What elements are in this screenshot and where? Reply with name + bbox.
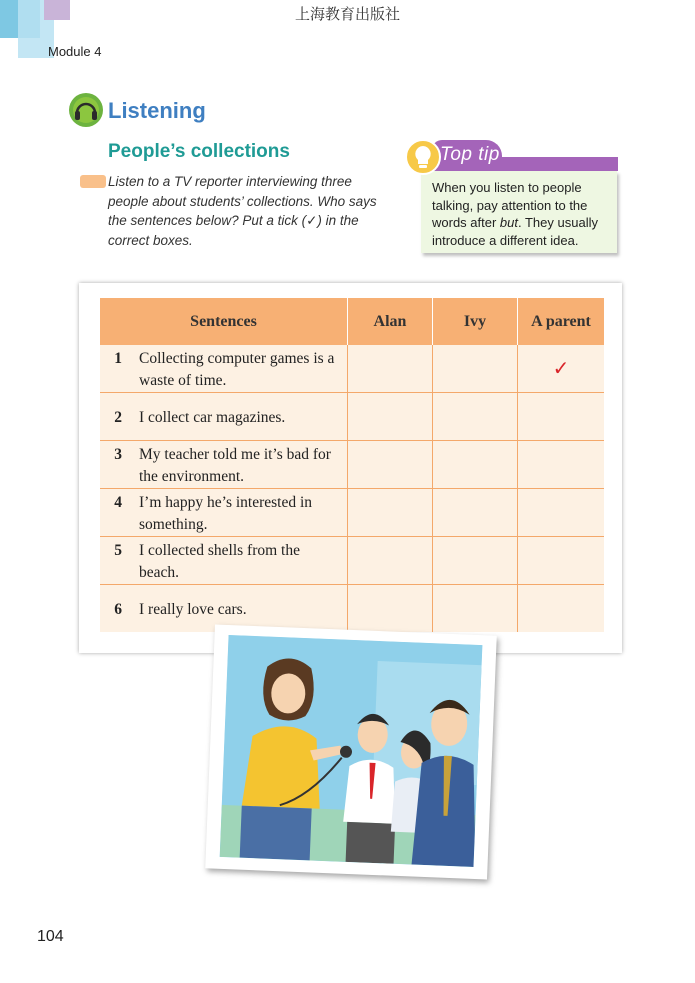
answer-table: [100, 298, 604, 632]
sentence-cell: [100, 489, 348, 537]
sentence-text: Collecting computer games is a waste of time.: [139, 349, 335, 389]
ivy-cell[interactable]: [433, 537, 518, 585]
illustration-photo-frame: [205, 624, 497, 879]
row-number: 5: [114, 541, 122, 559]
top-tip-text: [432, 179, 615, 249]
parent-cell[interactable]: [518, 537, 605, 585]
ivy-cell[interactable]: [433, 585, 518, 633]
sentence-cell: [100, 393, 348, 441]
sentence-text: My teacher told me it’s bad for the environment.: [139, 445, 331, 485]
headphones-icon: [68, 92, 104, 128]
sentence-cell: [100, 441, 348, 489]
table-row: [100, 537, 604, 585]
parent-cell[interactable]: [518, 489, 605, 537]
row-number: 4: [114, 493, 122, 511]
instruction-bullet: [80, 175, 106, 188]
sentence-text: I really love cars.: [139, 600, 247, 618]
publisher-name: 上海教育出版社: [294, 5, 400, 23]
page-number: 104: [37, 928, 64, 945]
instructions-text: Listen to a TV reporter interviewing three people about students’ collections. Who says the sentences below? Put a tick (✓) in the correct boxes.: [108, 174, 377, 248]
top-tip-title: Top tip: [440, 144, 500, 165]
parent-cell[interactable]: ✓: [518, 345, 605, 393]
section-subtitle: People’s collections: [108, 141, 290, 162]
table-row: [100, 585, 604, 633]
parent-cell[interactable]: [518, 585, 605, 633]
section-title: Listening: [108, 98, 206, 123]
row-number: 3: [114, 445, 122, 463]
module-label: Module 4: [48, 44, 102, 59]
alan-cell[interactable]: [348, 585, 433, 633]
interview-illustration: [220, 635, 483, 867]
tip-text-part: . They usually introduce a different idea.: [432, 215, 598, 248]
header-ivy: Ivy: [433, 298, 518, 345]
sentence-text: I’m happy he’s interested in something.: [139, 493, 313, 533]
illustration-photo: [220, 635, 483, 867]
tip-text-part: When you listen to people talking, pay attention to the words after: [432, 180, 588, 230]
parent-cell[interactable]: [518, 393, 605, 441]
row-number: 2: [114, 408, 122, 426]
sentence-cell: [100, 345, 348, 393]
ivy-cell[interactable]: [433, 489, 518, 537]
alan-cell[interactable]: [348, 489, 433, 537]
sentence-text: I collected shells from the beach.: [139, 541, 300, 581]
alan-cell[interactable]: [348, 537, 433, 585]
table-row: [100, 441, 604, 489]
lightbulb-icon: [405, 138, 441, 176]
alan-cell[interactable]: [348, 393, 433, 441]
table-row: [100, 345, 604, 393]
ivy-cell[interactable]: [433, 393, 518, 441]
sentence-text: I collect car magazines.: [139, 408, 286, 426]
sentence-cell: [100, 537, 348, 585]
header-parent: A parent: [518, 298, 605, 345]
ivy-cell[interactable]: [433, 345, 518, 393]
table-header-row: [100, 298, 604, 345]
table-row: [100, 393, 604, 441]
parent-cell[interactable]: [518, 441, 605, 489]
header-sentences: Sentences: [100, 298, 348, 345]
table-row: [100, 489, 604, 537]
tip-emphasis-word: but: [499, 215, 518, 230]
ivy-cell[interactable]: [433, 441, 518, 489]
row-number: 1: [114, 349, 122, 367]
header-alan: Alan: [348, 298, 433, 345]
row-number: 6: [114, 600, 122, 618]
alan-cell[interactable]: [348, 441, 433, 489]
alan-cell[interactable]: [348, 345, 433, 393]
